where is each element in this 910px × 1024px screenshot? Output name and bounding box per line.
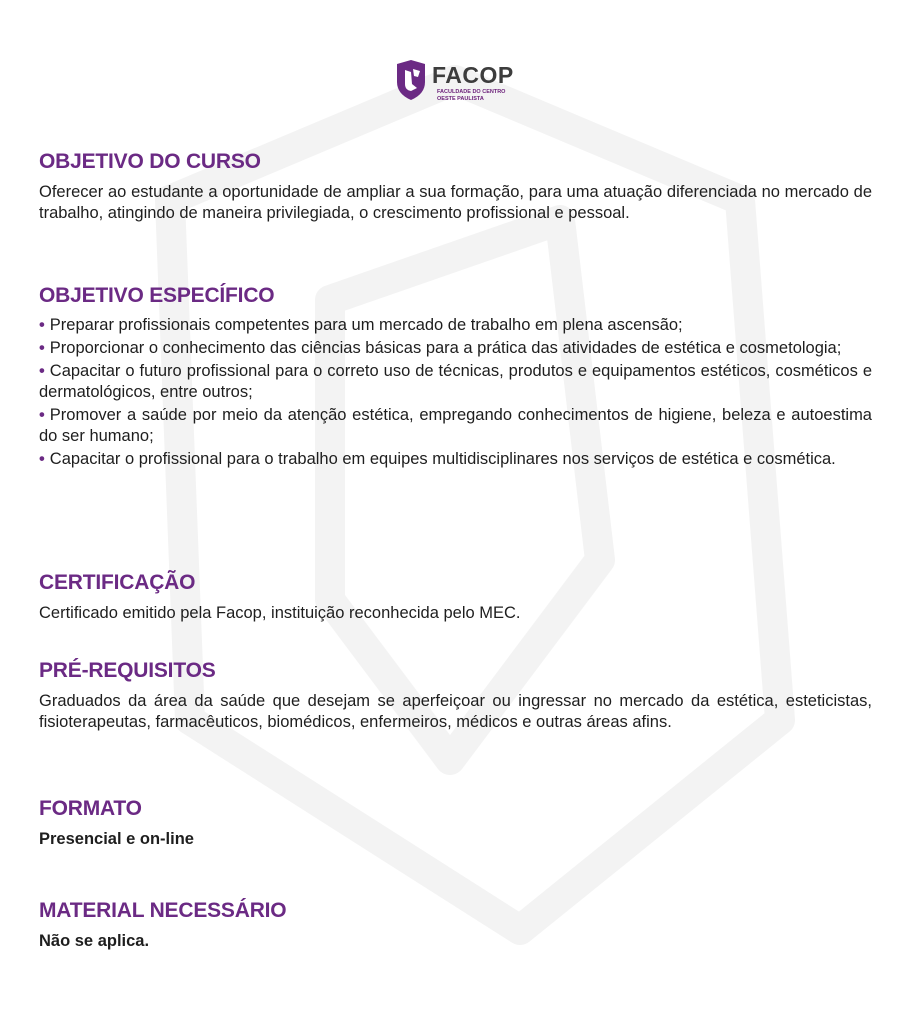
list-item-text: Proporcionar o conhecimento das ciências básicas para a prática das atividades de estética e cosmetologia; [49, 339, 842, 357]
section-pre-requisitos [39, 658, 872, 733]
bullet-icon: • [39, 450, 45, 468]
list-item-text: Preparar profissionais competentes para um mercado de trabalho em plena ascensão; [49, 316, 683, 334]
list-item [39, 315, 872, 336]
section-text: Não se aplica. [39, 932, 150, 950]
section-text: Certificado emitido pela Facop, instituição reconhecida pelo MEC. [39, 604, 521, 622]
facop-logo [394, 58, 534, 112]
section-text: Graduados da área da saúde que desejam se aperfeiçoar ou ingressar no mercado da estética, esteticistas, fisioterapeutas, farmacêuticos, biomédicos, enfermeiros, médicos e outras áreas afins. [39, 692, 872, 731]
brand-subtitle: FACULDADE DO CENTRO OESTE PAULISTA [437, 89, 506, 102]
facop-shield-icon [394, 60, 428, 100]
section-title: PRÉ-REQUISITOS [39, 659, 216, 682]
section-title: OBJETIVO ESPECÍFICO [39, 284, 275, 307]
list-item [39, 338, 872, 359]
bullet-icon: • [39, 362, 45, 380]
list-item-text: Capacitar o profissional para o trabalho em equipes multidisciplinares nos serviços de estética e cosmética. [49, 450, 836, 468]
section-material [39, 898, 872, 952]
section-title: MATERIAL NECESSÁRIO [39, 899, 287, 922]
bullet-icon: • [39, 316, 45, 334]
list-item-text: Capacitar o futuro profissional para o correto uso de técnicas, produtos e equipamentos estéticos, cosméticos e dermatológicos, entre outros; [39, 362, 872, 401]
section-objetivo-especifico [39, 283, 872, 472]
list-item [39, 449, 872, 470]
section-title: OBJETIVO DO CURSO [39, 150, 261, 173]
list-item-text: Promover a saúde por meio da atenção estética, empregando conhecimentos de higiene, beleza e autoestima do ser humano; [39, 406, 872, 445]
list-item [39, 361, 872, 403]
bullet-icon: • [39, 339, 45, 357]
brand-name: FACOP [432, 62, 514, 88]
section-objetivo-curso [39, 149, 872, 224]
section-certificacao [39, 570, 872, 624]
bullet-list [39, 315, 872, 470]
section-title: CERTIFICAÇÃO [39, 571, 196, 594]
section-text: Oferecer ao estudante a oportunidade de ampliar a sua formação, para uma atuação diferenciada no mercado de trabalho, atingindo de maneira privilegiada, o crescimento profissional e pessoal. [39, 183, 872, 222]
section-formato [39, 796, 872, 850]
list-item [39, 405, 872, 447]
section-title: FORMATO [39, 797, 142, 820]
section-text: Presencial e on-line [39, 830, 194, 848]
bullet-icon: • [39, 406, 45, 424]
